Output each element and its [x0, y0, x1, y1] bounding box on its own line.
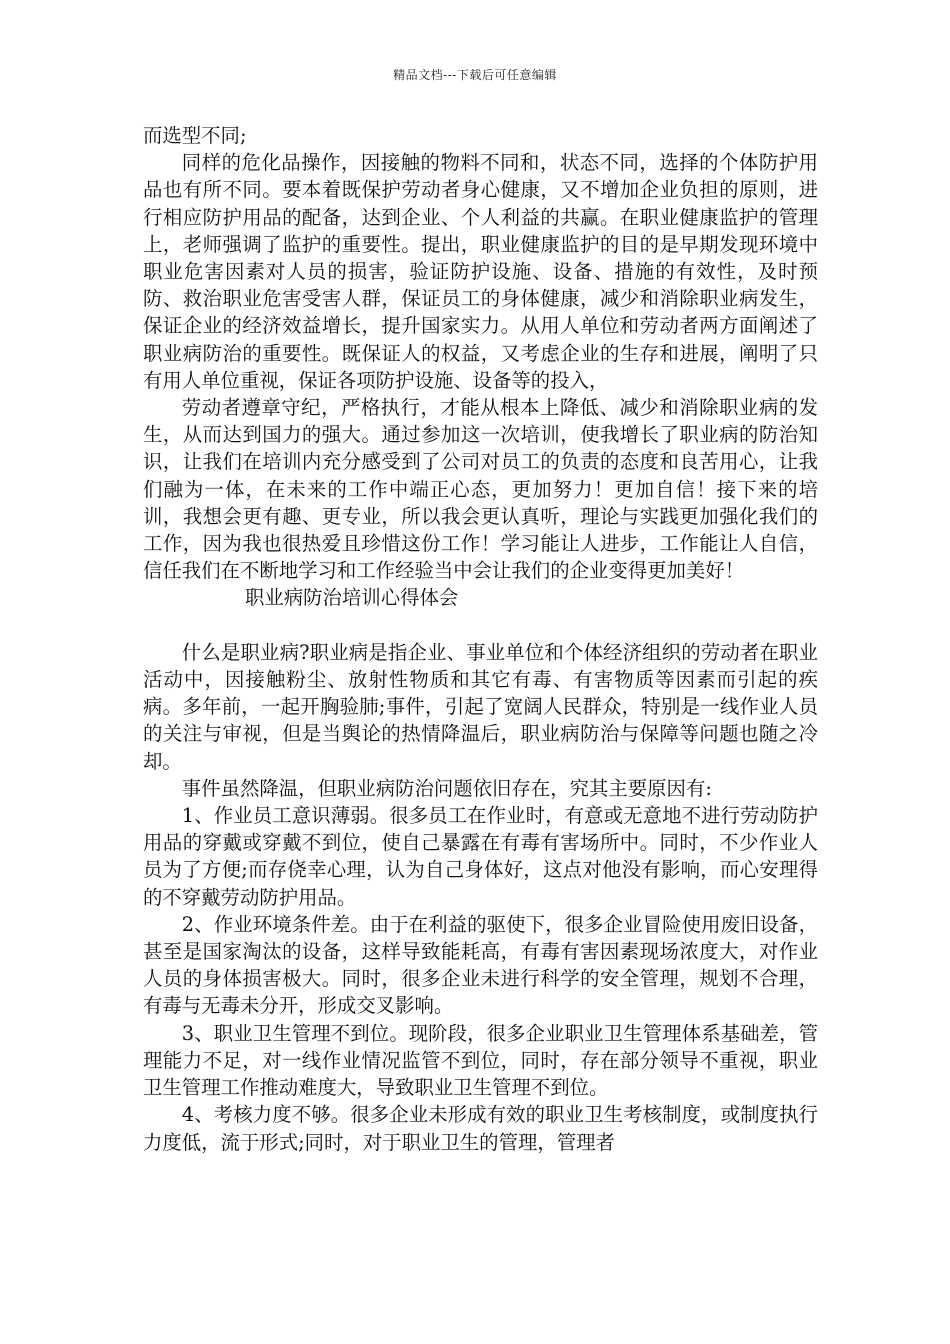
list-item: 2、作业环境条件差。由于在利益的驱使下，很多企业冒险使用废旧设备，甚至是国家淘汰的设备，这样导致能耗高，有毒有害因素现场浓度大，对作业人员的身体损害极大。同时，很多企业未进行科学的安全管理，规划不合理，有毒与无毒未分开，形成交叉影响。 [143, 912, 818, 1018]
paragraph: 事件虽然降温，但职业病防治问题依旧存在，究其主要原因有: [181, 776, 712, 800]
paragraph: 什么是职业病?职业病是指企业、事业单位和个体经济组织的劳动者在职业活动中，因接触粉尘、放射性物质和其它有毒、有害物质等因素而引起的疾病。多年前，一起开胸验肺;事件，引起了宽阔人民群众，特别是一线作业人员的关注与审视，但是当舆论的热情降温后，职业病防治与保障等问题也随之冷却。 [143, 640, 818, 773]
paragraph: 而选型不同; [143, 124, 247, 147]
blank-line [143, 612, 818, 639]
section-title: 职业病防治培训心得体会 [245, 586, 459, 610]
list-item: 4、考核力度不够。很多企业未形成有效的职业卫生考核制度，或制度执行力度低，流于形式;同时，对于职业卫生的管理，管理者 [143, 1103, 818, 1154]
list-item: 3、职业卫生管理不到位。现阶段，很多企业职业卫生管理体系基础差，管理能力不足，对一线作业情况监管不到位，同时，存在部分领导不重视，职业卫生管理工作推动难度大，导致职业卫生管理不到位。 [143, 1021, 818, 1100]
paragraph: 劳动者遵章守纪，严格执行，才能从根本上降低、减少和消除职业病的发生，从而达到国力的强大。通过参加这一次培训，使我增长了职业病的防治知识，让我们在培训内充分感受到了公司对员工的负责的态度和良苦用心，让我们融为一体，在未来的工作中端正心态，更加努力！更加自信！接下来的培训，我想会更有趣、更专业，所以我会更认真听，理论与实践更加强化我们的工作，因为我也很热爱且珍惜这份工作！学习能让人进步，工作能让人自信，信任我们在不断地学习和工作经验当中会让我们的企业变得更加美好！ [143, 396, 818, 583]
paragraph: 同样的危化品操作，因接触的物料不同和，状态不同，选择的个体防护用品也有所不同。要本着既保护劳动者身心健康，又不增加企业负担的原则，进行相应防护用品的配备，达到企业、个人利益的共赢。在职业健康监护的管理上，老师强调了监护的重要性。提出，职业健康监护的目的是早期发现环境中职业危害因素对人员的损害，验证防护设施、设备、措施的有效性，及时预防、救治职业危害受害人群，保证员工的身体健康，减少和消除职业病发生，保证企业的经济效益增长，提升国家实力。从用人单位和劳动者两方面阐述了职业病防治的重要性。既保证人的权益，又考虑企业的生存和进展，阐明了只有用人单位重视，保证各项防护设施、设备等的投入， [143, 151, 818, 392]
page-header: 精品文档---下载后可任意编辑 [393, 68, 557, 82]
document-body [143, 122, 818, 1156]
list-item: 1、作业员工意识薄弱。很多员工在作业时，有意或无意地不进行劳动防护用品的穿戴或穿戴不到位，使自己暴露在有毒有害场所中。同时，不少作业人员为了方便;而存侥幸心理，认为自己身体好，这点对他没有影响，而心安理得的不穿戴劳动防护用品。 [143, 804, 818, 909]
